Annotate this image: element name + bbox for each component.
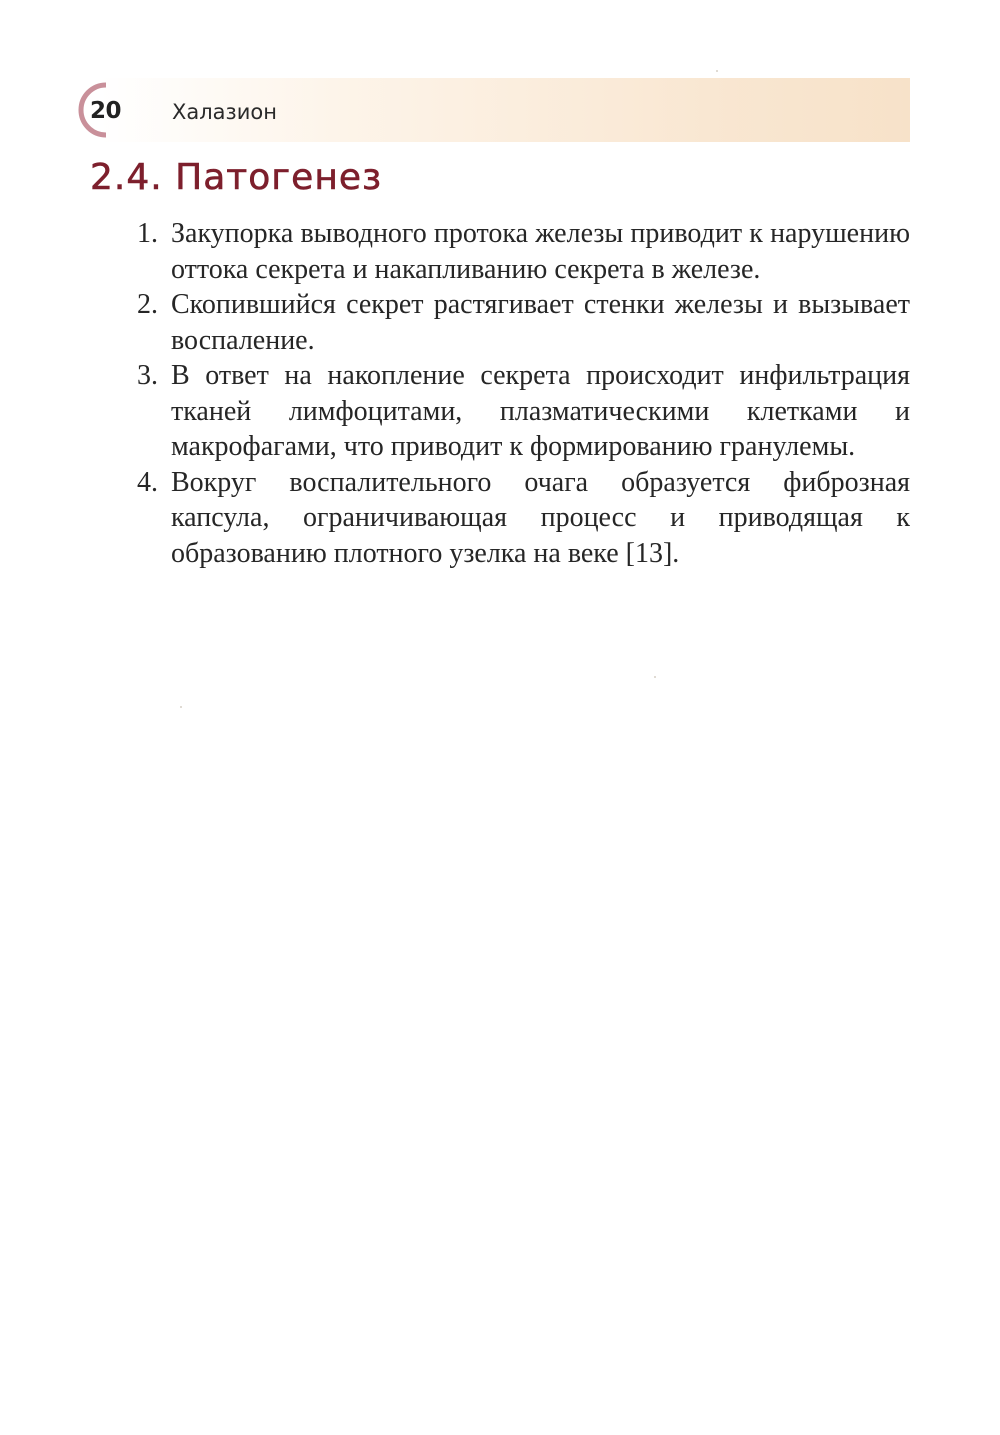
page-number: 20 [90, 98, 122, 124]
list-item [134, 465, 910, 572]
list-item [134, 358, 910, 465]
list-item-number: 2. [137, 289, 158, 320]
list-item-text: Скопившийся секрет растягивает стенки железы и вызывает воспаление. [171, 289, 910, 356]
scan-speck [180, 706, 182, 708]
scan-speck [716, 70, 718, 72]
scan-speck [654, 676, 656, 678]
section-heading: 2.4. Патогенез [90, 157, 383, 198]
list-item-text: Закупорка выводного протока железы приводит к нарушению оттока секрета и накапливанию секрета в железе. [171, 218, 910, 285]
list-item-text: В ответ на накопление секрета происходит инфильтрация тканей лимфоцитами, плазматическими клетками и макрофагами, что приводит к формированию гранулемы. [171, 360, 910, 462]
list-item [134, 287, 910, 358]
list-item-text: Вокруг воспалительного очага образуется фиброзная капсула, ограничивающая процесс и приводящая к образованию плотного узелка на веке [13]. [171, 466, 910, 569]
list-item-number: 4. [137, 466, 158, 498]
list-item-number: 3. [137, 360, 158, 391]
list-item [134, 216, 910, 287]
pathogenesis-list [134, 216, 910, 571]
list-item-number: 1. [137, 218, 158, 249]
running-title: Халазион [172, 100, 277, 124]
